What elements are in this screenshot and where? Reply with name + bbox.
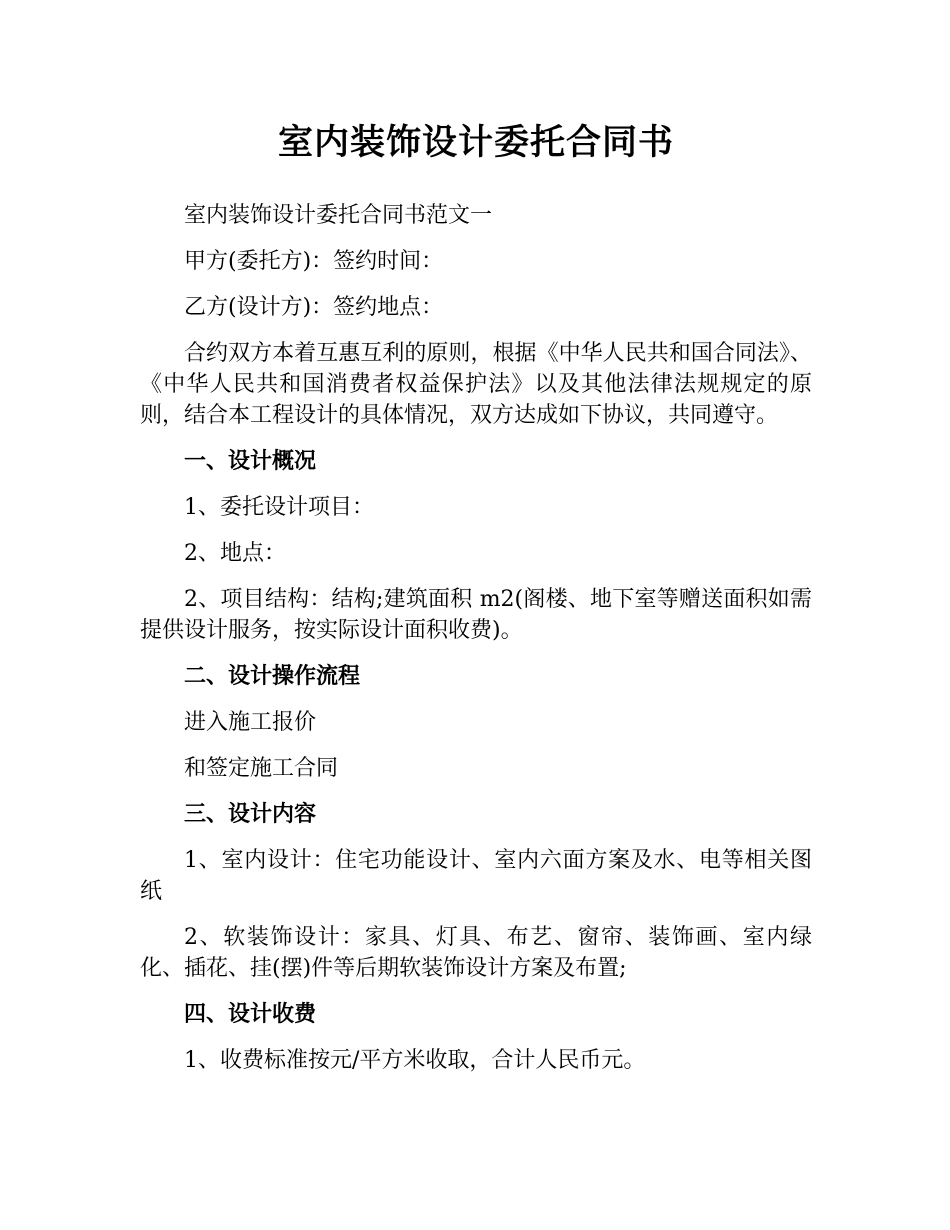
intro-line: 室内装饰设计委托合同书范文一 [184, 203, 493, 228]
section-heading-process: 二、设计操作流程 [184, 664, 361, 689]
section-heading-fees: 四、设计收费 [184, 1002, 317, 1027]
party-a-line: 甲方(委托方)：签约时间： [184, 249, 444, 274]
section-heading-overview: 一、设计概况 [184, 449, 317, 474]
preamble-paragraph: 合约双方本着互惠互利的原则，根据《中华人民共和国合同法》、《中华人民共和国消费者权益保护法》以及其他法律法规规定的原则，结合本工程设计的具体情况，双方达成如下协议，共同遵守。 [140, 341, 812, 428]
content-item-interior: 1、室内设计：住宅功能设计、室内六面方案及水、电等相关图纸 [140, 848, 812, 904]
overview-item-project: 1、委托设计项目： [184, 495, 374, 520]
document-title: 室内装饰设计委托合同书 [277, 123, 674, 163]
process-step-quote: 进入施工报价 [184, 710, 317, 735]
overview-item-structure: 2、项目结构：结构;建筑面积 m2(阁楼、地下室等赠送面积如需提供设计服务，按实际设计面积收费)。 [140, 587, 812, 643]
fees-item-standard: 1、收费标准按元/平方米收取，合计人民币元。 [184, 1048, 646, 1073]
document-page [140, 100, 812, 1076]
process-step-contract: 和签定施工合同 [184, 756, 339, 781]
section-heading-content: 三、设计内容 [184, 802, 317, 827]
content-item-soft-decoration: 2、软装饰设计：家具、灯具、布艺、窗帘、装饰画、室内绿化、插花、挂(摆)件等后期软装饰设计方案及布置; [140, 925, 812, 981]
overview-item-location: 2、地点： [184, 541, 286, 566]
party-b-line: 乙方(设计方)：签约地点： [184, 295, 444, 320]
